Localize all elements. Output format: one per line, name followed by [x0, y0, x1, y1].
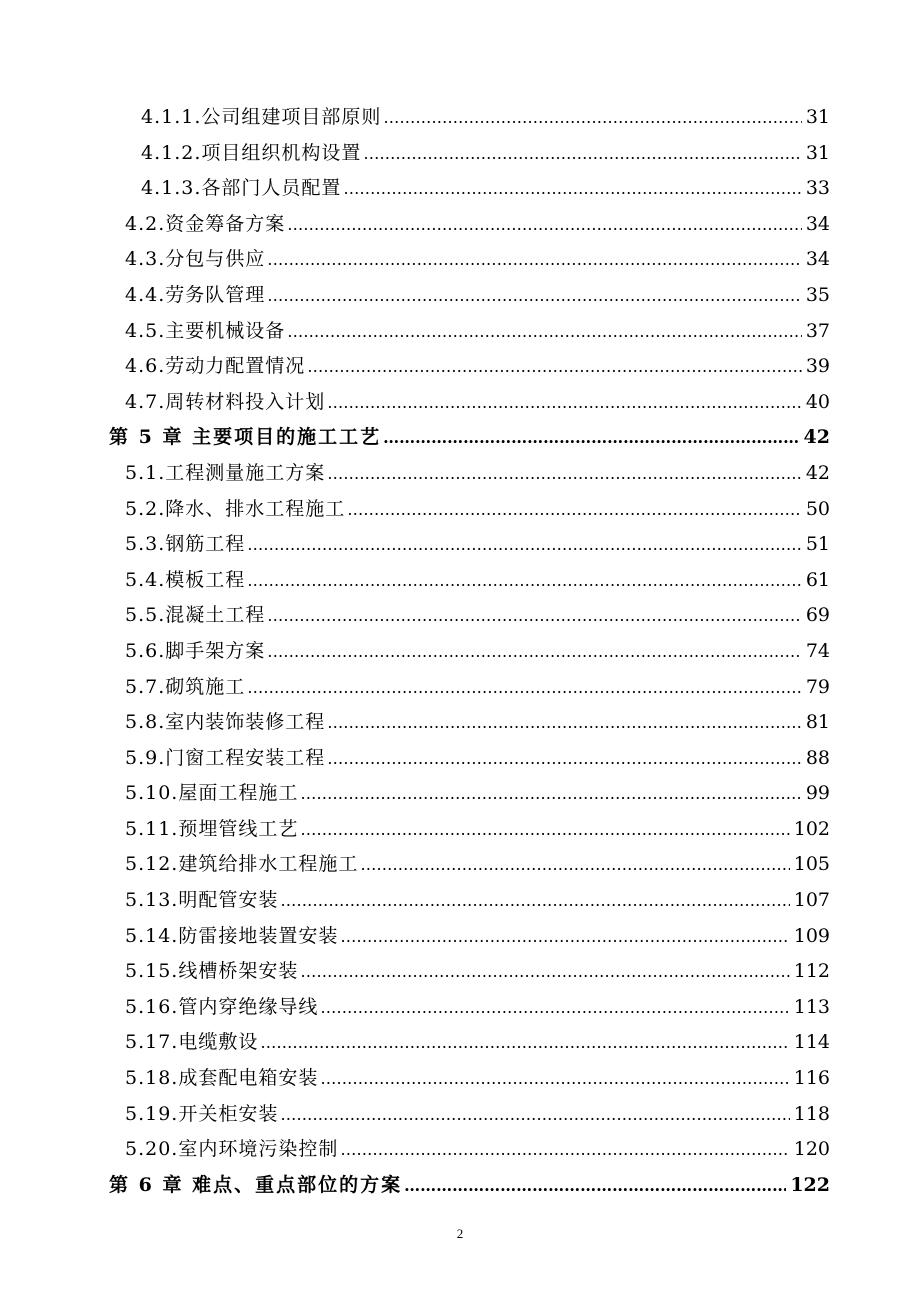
toc-entry-page: 61	[805, 568, 830, 591]
toc-entry[interactable]	[0, 207, 920, 243]
table-of-contents	[0, 100, 920, 1203]
toc-leader-dots	[307, 349, 802, 385]
toc-entry[interactable]	[0, 919, 920, 955]
toc-leader-dots	[327, 705, 802, 741]
toc-leader-dots	[340, 919, 789, 955]
toc-entry-page: 105	[793, 853, 830, 876]
toc-entry-page: 120	[793, 1138, 830, 1161]
toc-entry[interactable]	[0, 136, 920, 172]
toc-leader-dots	[327, 456, 802, 492]
toc-entry-page: 118	[793, 1102, 830, 1125]
toc-entry-page: 69	[805, 604, 830, 627]
toc-leader-dots	[280, 1097, 789, 1133]
toc-entry-page: 50	[805, 497, 830, 520]
toc-leader-dots	[247, 563, 802, 599]
toc-chapter-entry[interactable]	[0, 1168, 920, 1204]
toc-entry[interactable]	[0, 1132, 920, 1168]
toc-leader-dots	[404, 1168, 786, 1204]
toc-entry[interactable]	[0, 527, 920, 563]
toc-entry[interactable]	[0, 634, 920, 670]
toc-leader-dots	[383, 420, 799, 456]
toc-entry[interactable]	[0, 385, 920, 421]
toc-entry-page: 35	[805, 283, 830, 306]
toc-entry-page: 74	[805, 639, 830, 662]
toc-leader-dots	[287, 314, 802, 350]
toc-entry-title: 5.1.工程测量施工方案	[125, 461, 326, 484]
toc-entry-title: 5.17.电缆敷设	[125, 1031, 259, 1054]
page-number: 2	[456, 1226, 464, 1241]
toc-entry[interactable]	[0, 741, 920, 777]
toc-leader-dots	[300, 812, 789, 848]
toc-entry-title: 5.6.脚手架方案	[125, 639, 266, 662]
toc-entry-title: 5.2.降水、排水工程施工	[125, 497, 346, 520]
toc-entry[interactable]	[0, 492, 920, 528]
toc-entry-page: 116	[793, 1067, 830, 1090]
toc-entry[interactable]	[0, 954, 920, 990]
toc-entry-title: 4.4.劳务队管理	[125, 283, 266, 306]
toc-entry-page: 31	[805, 141, 830, 164]
toc-entry-title: 第 5 章 主要项目的施工工艺	[109, 426, 382, 449]
toc-entry-page: 39	[805, 355, 830, 378]
toc-entry-page: 37	[805, 319, 830, 342]
toc-entry-title: 5.15.线槽桥架安装	[125, 960, 299, 983]
toc-entry-page: 51	[805, 533, 830, 556]
toc-entry-title: 5.12.建筑给排水工程施工	[125, 853, 359, 876]
toc-entry-title: 5.16.管内穿绝缘导线	[125, 995, 319, 1018]
toc-entry[interactable]	[0, 598, 920, 634]
toc-entry[interactable]	[0, 242, 920, 278]
toc-entry[interactable]	[0, 847, 920, 883]
toc-entry-title: 5.3.钢筋工程	[125, 533, 246, 556]
toc-leader-dots	[260, 1025, 789, 1061]
toc-leader-dots	[247, 670, 802, 706]
toc-entry-title: 4.3.分包与供应	[125, 248, 266, 271]
toc-entry[interactable]	[0, 670, 920, 706]
toc-leader-dots	[267, 634, 802, 670]
toc-entry-page: 88	[805, 746, 830, 769]
toc-entry[interactable]	[0, 278, 920, 314]
toc-entry-page: 79	[805, 675, 830, 698]
toc-entry-title: 4.7.周转材料投入计划	[125, 390, 326, 413]
toc-leader-dots	[363, 136, 801, 172]
toc-entry[interactable]	[0, 171, 920, 207]
toc-leader-dots	[320, 990, 789, 1026]
toc-entry[interactable]	[0, 349, 920, 385]
toc-entry[interactable]	[0, 456, 920, 492]
toc-entry-title: 5.20.室内环境污染控制	[125, 1138, 339, 1161]
toc-leader-dots	[287, 207, 802, 243]
toc-entry-title: 5.13.明配管安装	[125, 889, 279, 912]
toc-entry-title: 5.9.门窗工程安装工程	[125, 746, 326, 769]
toc-entry-title: 5.18.成套配电箱安装	[125, 1067, 319, 1090]
toc-leader-dots	[347, 492, 802, 528]
toc-entry-page: 114	[793, 1031, 830, 1054]
toc-entry-title: 5.11.预埋管线工艺	[125, 817, 299, 840]
toc-entry[interactable]	[0, 563, 920, 599]
toc-entry-page: 109	[793, 924, 830, 947]
toc-chapter-entry[interactable]	[0, 420, 920, 456]
toc-entry[interactable]	[0, 705, 920, 741]
toc-entry-title: 4.6.劳动力配置情况	[125, 355, 306, 378]
toc-entry-title: 4.1.2.项目组织机构设置	[141, 141, 362, 164]
toc-entry-page: 81	[805, 711, 830, 734]
toc-entry[interactable]	[0, 1025, 920, 1061]
toc-leader-dots	[300, 776, 801, 812]
toc-entry-page: 31	[805, 106, 830, 128]
toc-entry-page: 34	[805, 248, 830, 271]
toc-entry-page: 34	[805, 212, 830, 235]
toc-entry[interactable]	[0, 883, 920, 919]
toc-leader-dots	[280, 883, 789, 919]
toc-entry-page: 112	[793, 960, 830, 983]
toc-entry-title: 第 6 章 难点、重点部位的方案	[109, 1173, 403, 1196]
toc-entry-title: 4.1.3.各部门人员配置	[141, 177, 342, 200]
toc-entry-title: 5.4.模板工程	[125, 568, 246, 591]
toc-entry-title: 5.8.室内装饰装修工程	[125, 711, 326, 734]
toc-entry[interactable]	[0, 776, 920, 812]
toc-entry-page: 122	[790, 1173, 830, 1196]
toc-leader-dots	[267, 598, 802, 634]
toc-leader-dots	[343, 171, 801, 207]
toc-leader-dots	[327, 741, 802, 777]
toc-leader-dots	[267, 278, 802, 314]
toc-entry-page: 113	[793, 995, 830, 1018]
toc-entry-page: 107	[793, 889, 830, 912]
toc-leader-dots	[247, 527, 802, 563]
toc-entry-title: 4.5.主要机械设备	[125, 319, 286, 342]
toc-entry[interactable]	[0, 314, 920, 350]
toc-entry-title: 5.5.混凝土工程	[125, 604, 266, 627]
toc-entry[interactable]	[0, 1061, 920, 1097]
toc-entry-page: 42	[803, 426, 830, 449]
toc-entry-title: 5.14.防雷接地装置安装	[125, 924, 339, 947]
toc-entry-title: 4.2.资金筹备方案	[125, 212, 286, 235]
toc-entry[interactable]	[0, 812, 920, 848]
toc-entry-title: 4.1.1.公司组建项目部原则	[141, 106, 382, 128]
toc-leader-dots	[383, 100, 801, 136]
toc-leader-dots	[320, 1061, 789, 1097]
toc-entry[interactable]	[0, 1097, 920, 1133]
toc-entry-title: 5.19.开关柜安装	[125, 1102, 279, 1125]
toc-leader-dots	[300, 954, 789, 990]
toc-leader-dots	[360, 847, 789, 883]
toc-entry-page: 42	[805, 461, 830, 484]
toc-leader-dots	[327, 385, 802, 421]
toc-entry-page: 40	[805, 390, 830, 413]
toc-entry-page: 33	[805, 177, 830, 200]
toc-entry-page: 102	[793, 817, 830, 840]
toc-entry-title: 5.7.砌筑施工	[125, 675, 246, 698]
toc-entry[interactable]	[0, 100, 920, 136]
toc-leader-dots	[340, 1132, 789, 1168]
toc-leader-dots	[267, 242, 802, 278]
toc-entry-title: 5.10.屋面工程施工	[125, 782, 299, 805]
toc-entry[interactable]	[0, 990, 920, 1026]
toc-entry-page: 99	[805, 782, 830, 805]
